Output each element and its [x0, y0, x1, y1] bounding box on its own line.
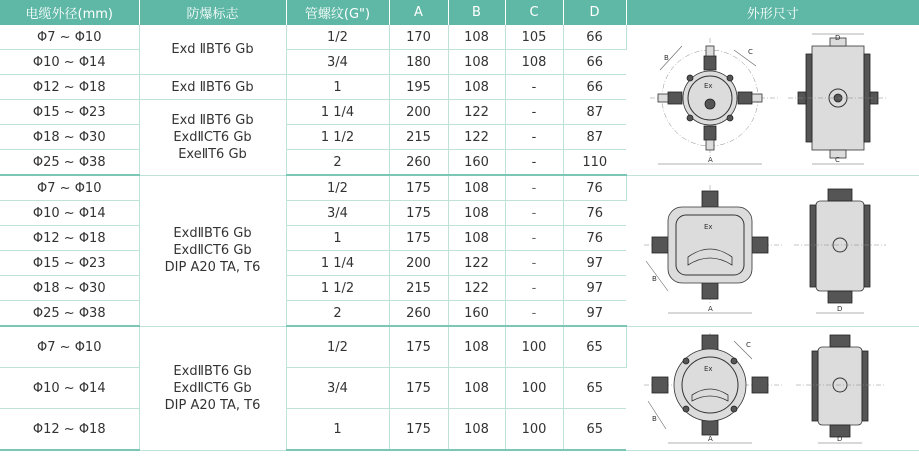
a-cell: 175	[389, 226, 448, 251]
c-cell: -	[505, 125, 563, 150]
header-row	[0, 0, 919, 25]
table-row	[0, 25, 919, 50]
outline-drawing-cell	[626, 175, 919, 326]
a-cell: 215	[389, 125, 448, 150]
explosion-mark-cell	[139, 100, 286, 176]
mark-line: ExdⅡCT6 Gb	[173, 380, 252, 396]
b-cell: 108	[448, 201, 505, 226]
thread-cell: 1	[286, 226, 389, 251]
thread-cell: 3/4	[286, 50, 389, 75]
c-cell: 100	[505, 326, 563, 368]
a-cell: 260	[389, 301, 448, 327]
explosion-mark-cell	[139, 326, 286, 450]
ex-label: Ex	[703, 365, 713, 373]
dim-c-side-label: C	[834, 155, 840, 164]
d-cell: 76	[563, 175, 626, 201]
c-cell: 105	[505, 25, 563, 50]
mark-line: Exd ⅡBT6 Gb	[171, 42, 254, 57]
mark-line: ExeⅡT6 Gb	[178, 146, 247, 162]
c-cell: -	[505, 201, 563, 226]
c-cell: 100	[505, 409, 563, 451]
cable-cell: Φ12 ~ Φ18	[0, 75, 139, 100]
a-cell: 260	[389, 150, 448, 176]
dim-b-label: B	[651, 274, 657, 283]
dim-d-label: D	[834, 33, 841, 42]
mark-line: ExdⅡCT6 Gb	[173, 243, 252, 258]
thread-cell: 1	[286, 75, 389, 100]
a-cell: 215	[389, 276, 448, 301]
b-cell: 108	[448, 409, 505, 451]
thread-cell: 2	[286, 301, 389, 327]
cable-cell: Φ18 ~ Φ30	[0, 125, 139, 150]
header-pipe-thread: 管螺纹(G")	[286, 0, 389, 25]
header-c: C	[505, 0, 563, 25]
c-cell: -	[505, 175, 563, 201]
b-cell: 122	[448, 251, 505, 276]
header-outline-dimensions: 外形尺寸	[626, 0, 919, 25]
thread-cell: 1	[286, 409, 389, 451]
c-cell: -	[505, 226, 563, 251]
c-cell: -	[505, 100, 563, 125]
thread-cell: 1/2	[286, 175, 389, 201]
cable-cell: Φ15 ~ Φ23	[0, 251, 139, 276]
d-cell: 97	[563, 276, 626, 301]
header-a: A	[389, 0, 448, 25]
a-cell: 200	[389, 100, 448, 125]
dim-a-label: A	[707, 304, 713, 313]
b-cell: 108	[448, 75, 505, 100]
table-row	[0, 326, 919, 368]
a-cell: 175	[389, 368, 448, 409]
a-cell: 200	[389, 251, 448, 276]
dim-d-label: D	[836, 435, 843, 443]
b-cell: 122	[448, 125, 505, 150]
b-cell: 108	[448, 25, 505, 50]
cable-cell: Φ25 ~ Φ38	[0, 301, 139, 327]
d-cell: 66	[563, 50, 626, 75]
d-cell: 87	[563, 100, 626, 125]
thread-cell: 1 1/2	[286, 276, 389, 301]
d-cell: 65	[563, 326, 626, 368]
thread-cell: 1 1/4	[286, 100, 389, 125]
mark-line: Exd ⅡBT6 Gb	[171, 112, 254, 128]
mark-line: DIP A20 TA, T6	[164, 397, 261, 413]
d-cell: 76	[563, 201, 626, 226]
junction-box-drawing-1	[638, 30, 908, 170]
dim-d-label: D	[836, 304, 843, 313]
cable-cell: Φ15 ~ Φ23	[0, 100, 139, 125]
thread-cell: 3/4	[286, 201, 389, 226]
dim-a-label: A	[707, 435, 713, 443]
c-cell: -	[505, 251, 563, 276]
d-cell: 66	[563, 75, 626, 100]
header-b: B	[448, 0, 505, 25]
table-row	[0, 175, 919, 201]
b-cell: 160	[448, 150, 505, 176]
explosion-mark-cell	[139, 25, 286, 75]
ex-label: Ex	[703, 81, 713, 90]
cable-cell: Φ12 ~ Φ18	[0, 409, 139, 451]
c-cell: -	[505, 150, 563, 176]
a-cell: 170	[389, 25, 448, 50]
mark-line: ExdⅡBT6 Gb	[173, 363, 252, 379]
header-d: D	[563, 0, 626, 25]
c-cell: 108	[505, 50, 563, 75]
d-cell: 65	[563, 409, 626, 451]
b-cell: 108	[448, 226, 505, 251]
d-cell: 97	[563, 301, 626, 327]
explosion-mark-cell	[139, 175, 286, 326]
mark-line: DIP A20 TA, T6	[164, 260, 261, 275]
mark-line: Exd ⅡBT6 Gb	[171, 79, 254, 95]
cable-cell: Φ10 ~ Φ14	[0, 368, 139, 409]
thread-cell: 2	[286, 150, 389, 176]
d-cell: 66	[563, 25, 626, 50]
cable-cell: Φ12 ~ Φ18	[0, 226, 139, 251]
b-cell: 160	[448, 301, 505, 327]
cable-cell: Φ10 ~ Φ14	[0, 50, 139, 75]
header-explosion-mark: 防爆标志	[139, 0, 286, 25]
junction-box-drawing-3	[638, 329, 908, 447]
a-cell: 175	[389, 326, 448, 368]
cable-cell: Φ25 ~ Φ38	[0, 150, 139, 176]
c-cell: -	[505, 276, 563, 301]
cable-cell: Φ7 ~ Φ10	[0, 175, 139, 201]
dim-a-label: A	[707, 155, 713, 164]
d-cell: 65	[563, 368, 626, 409]
a-cell: 175	[389, 201, 448, 226]
d-cell: 87	[563, 125, 626, 150]
b-cell: 108	[448, 175, 505, 201]
ex-label: Ex	[703, 222, 713, 231]
dim-c-label: C	[745, 341, 751, 349]
c-cell: -	[505, 301, 563, 327]
outline-drawing-cell	[626, 25, 919, 175]
thread-cell: 1 1/2	[286, 125, 389, 150]
dim-c-label: C	[747, 47, 753, 56]
b-cell: 122	[448, 276, 505, 301]
a-cell: 195	[389, 75, 448, 100]
d-cell: 110	[563, 150, 626, 176]
d-cell: 97	[563, 251, 626, 276]
a-cell: 175	[389, 175, 448, 201]
header-cable-diameter: 电缆外径(mm)	[0, 0, 139, 25]
mark-line: ExdⅡCT6 Gb	[173, 129, 252, 145]
cable-cell: Φ7 ~ Φ10	[0, 326, 139, 368]
thread-cell: 1/2	[286, 326, 389, 368]
b-cell: 122	[448, 100, 505, 125]
thread-cell: 3/4	[286, 368, 389, 409]
c-cell: 100	[505, 368, 563, 409]
cable-cell: Φ18 ~ Φ30	[0, 276, 139, 301]
dim-b-label: B	[663, 53, 669, 62]
dim-b-label: B	[651, 415, 657, 423]
mark-line: ExdⅡBT6 Gb	[173, 226, 252, 241]
a-cell: 175	[389, 409, 448, 451]
c-cell: -	[505, 75, 563, 100]
d-cell: 76	[563, 226, 626, 251]
cable-cell: Φ10 ~ Φ14	[0, 201, 139, 226]
b-cell: 108	[448, 368, 505, 409]
b-cell: 108	[448, 50, 505, 75]
b-cell: 108	[448, 326, 505, 368]
thread-cell: 1/2	[286, 25, 389, 50]
cable-cell: Φ7 ~ Φ10	[0, 25, 139, 50]
a-cell: 180	[389, 50, 448, 75]
thread-cell: 1 1/4	[286, 251, 389, 276]
explosion-mark-cell	[139, 75, 286, 100]
outline-drawing-cell	[626, 326, 919, 450]
junction-box-drawing-2	[638, 181, 908, 321]
